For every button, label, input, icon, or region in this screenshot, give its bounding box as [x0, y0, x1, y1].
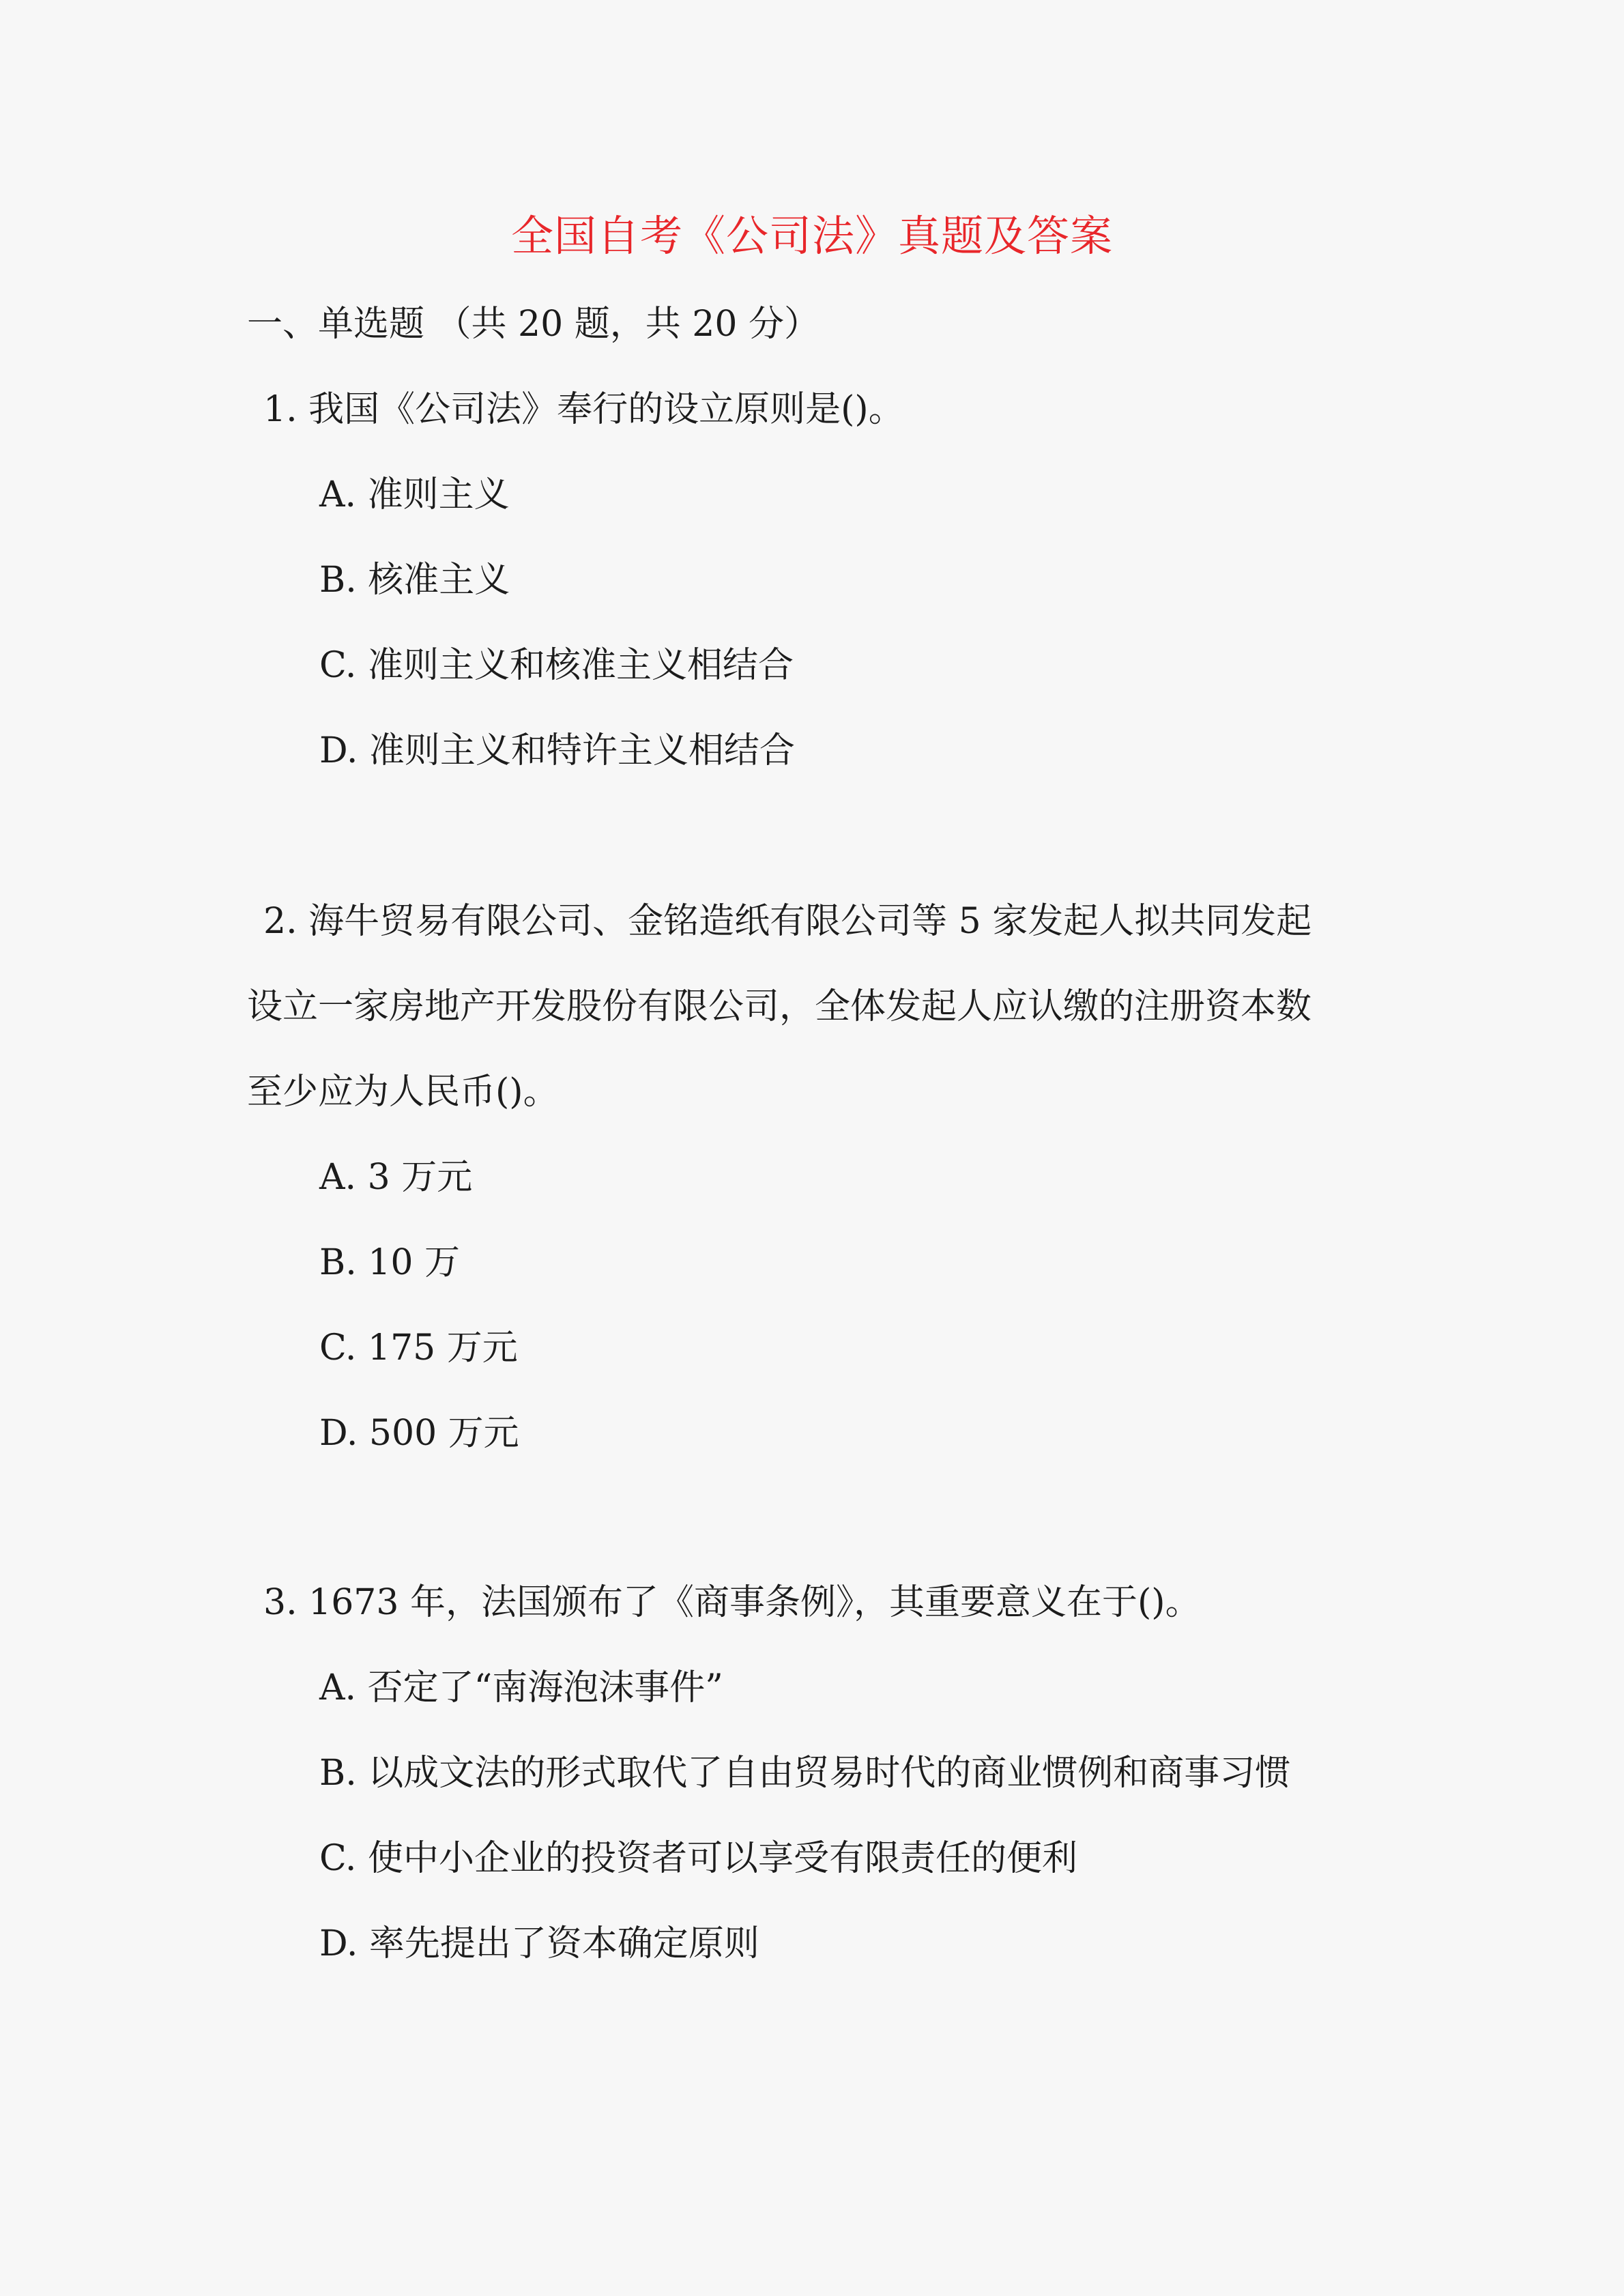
option-d: D. 准则主义和特许主义相结合	[319, 730, 795, 771]
question-text: 1. 我国《公司法》奉行的设立原则是()。	[263, 389, 904, 430]
option-b: B. 核准主义	[319, 560, 510, 601]
option-b: B. 以成文法的形式取代了自由贸易时代的商业惯例和商事习惯	[319, 1753, 1291, 1794]
question-text-cont: 设立一家房地产开发股份有限公司，全体发起人应认缴的注册资本数	[247, 986, 1312, 1027]
page-title: 全国自考《公司法》真题及答案	[510, 211, 1113, 261]
question-text: 2. 海牛贸易有限公司、金铭造纸有限公司等 5 家发起人拟共同发起	[263, 901, 1312, 942]
option-c: C. 使中小企业的投资者可以享受有限责任的便利	[319, 1838, 1077, 1879]
option-b: B. 10 万	[319, 1242, 460, 1283]
section-heading: 一、单选题 （共 20 题，共 20 分）	[247, 304, 820, 345]
question-text: 3. 1673 年，法国颁布了《商事条例》，其重要意义在于()。	[263, 1582, 1201, 1623]
option-a: A. 3 万元	[319, 1157, 473, 1198]
option-d: D. 500 万元	[319, 1413, 519, 1454]
option-a: A. 准则主义	[319, 474, 510, 515]
option-a: A. 否定了“南海泡沫事件”	[319, 1667, 723, 1708]
option-d: D. 率先提出了资本确定原则	[319, 1923, 759, 1964]
option-c: C. 准则主义和核准主义相结合	[319, 645, 794, 686]
option-c: C. 175 万元	[319, 1328, 518, 1368]
question-text-cont: 至少应为人民币()。	[247, 1072, 559, 1113]
